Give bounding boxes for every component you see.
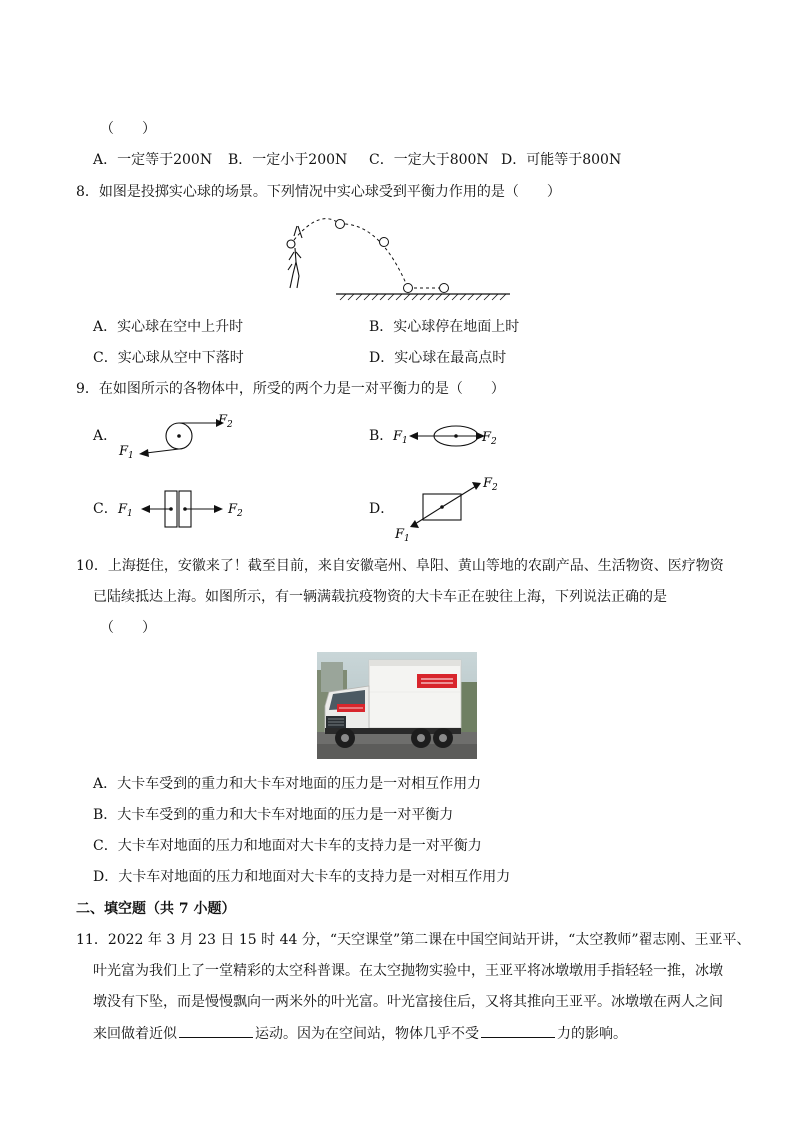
q9-stem: 9．在如图所示的各物体中，所受的两个力是一对平衡力的是（ ）: [76, 381, 505, 397]
q11-blank-2[interactable]: [481, 1023, 555, 1038]
q7-paren: （ ）: [100, 121, 156, 137]
q10-paren: （ ）: [100, 620, 156, 636]
thrower-figure: [287, 226, 302, 288]
q11-blank-1[interactable]: [179, 1023, 253, 1038]
q10-option-d[interactable]: D．大卡车对地面的压力和地面对大卡车的支持力是一对相互作用力: [93, 869, 511, 885]
q9-option-c[interactable]: C．: [93, 501, 118, 517]
q11-line4: [93, 1023, 627, 1044]
q7-option-d[interactable]: D．可能等于800N: [501, 152, 622, 168]
q8-option-d[interactable]: D．实心球在最高点时: [369, 350, 507, 366]
q9-diagram-d: [388, 474, 508, 546]
q8-option-c[interactable]: C．实心球从空中下落时: [93, 350, 244, 366]
q10-stem-line2: 已陆续抵达上海。如图所示，有一辆满载抗疫物资的大卡车正在驶往上海，下列说法正确的是: [93, 589, 667, 605]
q9a-f1-label: $F_1$: [119, 444, 134, 461]
q7-option-a[interactable]: A．一定等于200N: [93, 152, 213, 168]
q11-line3: 墩没有下坠，而是慢慢飘向一两米外的叶光富。叶光富接住后，又将其推向王亚平。冰墩墩在两人之间: [93, 994, 723, 1010]
q10-stem-line1: 10．上海挺住，安徽来了！截至目前，来自安徽亳州、阜阳、黄山等地的农副产品、生活物资、医疗物资: [76, 558, 724, 574]
q11-line2: 叶光富为我们上了一堂精彩的太空科普课。在太空抛物实验中，王亚平将冰墩墩用手指轻轻一推，冰墩: [93, 963, 723, 979]
q9-option-b[interactable]: B．: [369, 428, 394, 444]
truck-photo: [317, 652, 477, 759]
q10-option-a[interactable]: A．大卡车受到的重力和大卡车对地面的压力是一对相互作用力: [93, 776, 482, 792]
q8-option-a[interactable]: A．实心球在空中上升时: [93, 319, 244, 335]
q9-diagram-a: [112, 410, 242, 466]
q9a-f2-label: $F_2$: [218, 413, 233, 430]
q9-option-d[interactable]: D．: [369, 501, 395, 517]
q9-option-a[interactable]: A．: [93, 428, 118, 444]
q7-option-b[interactable]: B．一定小于200N: [228, 152, 348, 168]
q10-option-b[interactable]: B．大卡车受到的重力和大卡车对地面的压力是一对平衡力: [93, 807, 454, 823]
q9c-f2-label: $F_2$: [228, 502, 243, 519]
q8-option-b[interactable]: B．实心球停在地面上时: [369, 319, 520, 335]
q10-option-c[interactable]: C．大卡车对地面的压力和地面对大卡车的支持力是一对平衡力: [93, 838, 482, 854]
q11-line1: 11．2022 年 3 月 23 日 15 时 44 分，“天空课堂”第二课在中国空间站开讲，“太空教师”翟志刚、王亚平、: [76, 932, 751, 948]
q9b-f1-label: $F_1$: [393, 429, 408, 446]
q11-line4-b: 运动。因为在空间站，物体几乎不受: [255, 1026, 479, 1042]
section-title-fill-in: 二、填空题（共 7 小题）: [76, 901, 236, 917]
q9-diagram-c: [112, 488, 252, 530]
q7-option-c[interactable]: C．一定大于800N: [369, 152, 489, 168]
q9c-f1-label: $F_1$: [118, 502, 133, 519]
q9-diagram-b: [388, 420, 506, 452]
q11-line4-a: 来回做着近似: [93, 1026, 177, 1042]
q9d-f2-label: $F_2$: [483, 476, 498, 493]
q8-stem: 8．如图是投掷实心球的场景。下列情况中实心球受到平衡力作用的是（ ）: [76, 184, 561, 200]
q9d-f1-label: $F_1$: [395, 527, 410, 544]
shot-put-figure: [280, 212, 516, 304]
q9b-f2-label: $F_2$: [482, 430, 497, 447]
q11-line4-c: 力的影响。: [557, 1026, 627, 1042]
